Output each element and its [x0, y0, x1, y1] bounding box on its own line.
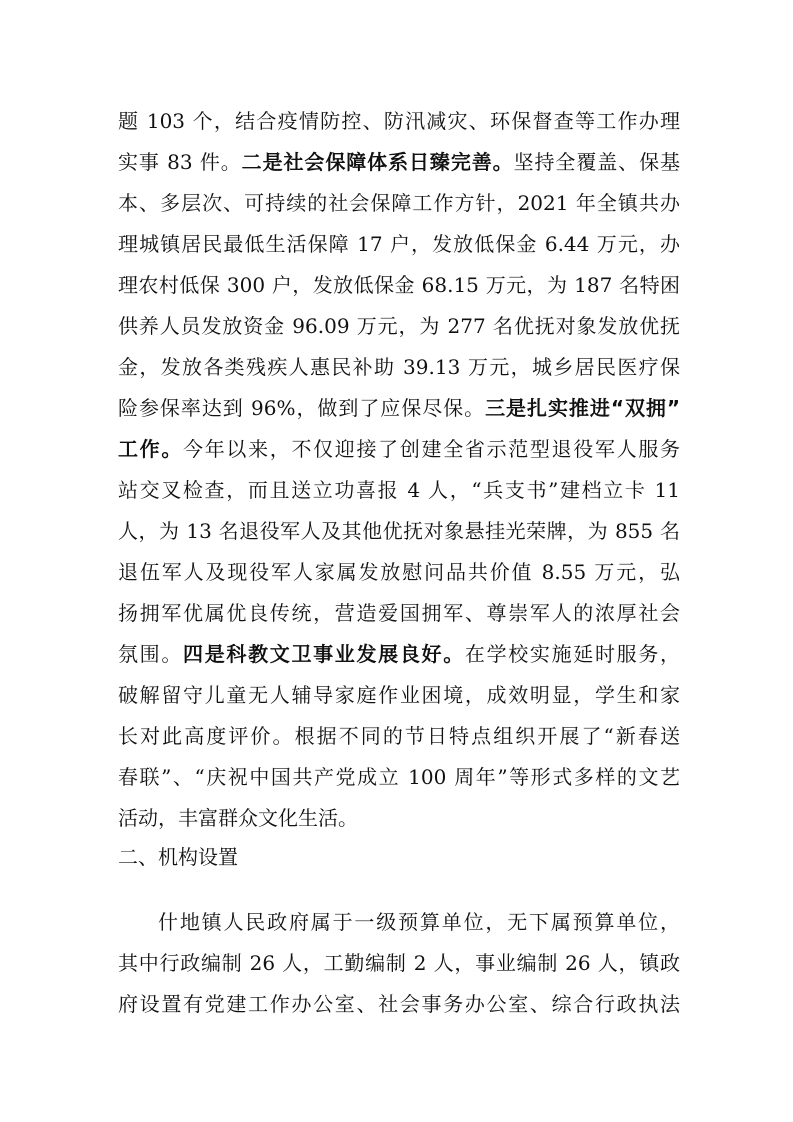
text-span: 险参保率达到 96%，做到了应保尽保。 — [118, 396, 486, 420]
bold-heading-span: 二是社会保障体系日臻完善。 — [241, 150, 514, 174]
text-line — [118, 435, 680, 463]
text-line — [118, 681, 680, 709]
text-line — [118, 949, 680, 977]
text-span: 站交叉检查，而且送立功喜报 4 人，“兵支书”建档立卡 11 — [118, 478, 680, 502]
text-span: 理农村低保 300 户，发放低保金 68.15 万元，为 187 名特困 — [118, 273, 680, 297]
text-span: 人，为 13 名退役军人及其他优抚对象悬挂光荣牌，为 855 名 — [118, 519, 680, 543]
text-span: 春联”、“庆祝中国共产党成立 100 周年”等形式多样的文艺 — [118, 765, 680, 789]
text-line — [118, 189, 680, 217]
text-line — [118, 230, 680, 258]
text-line — [118, 804, 680, 832]
text-line — [118, 722, 680, 750]
text-span: 供养人员发放资金 96.09 万元，为 277 名优抚对象发放优抚 — [118, 314, 680, 338]
bold-heading-span: 工作。 — [118, 437, 184, 461]
text-line — [118, 148, 680, 176]
text-span: 今年以来，不仅迎接了创建全省示范型退役军人服务 — [183, 437, 681, 461]
text-line — [118, 558, 680, 586]
text-span: 活动，丰富群众文化生活。 — [118, 806, 358, 830]
text-line — [158, 908, 680, 936]
text-line — [118, 107, 680, 135]
text-span: 退伍军人及现役军人家属发放慰问品共价值 8.55 万元，弘 — [118, 560, 680, 584]
text-line — [118, 394, 680, 422]
text-span: 题 103 个，结合疫情防控、防汛减灾、环保督查等工作办理 — [118, 109, 680, 133]
bold-heading-span: 四是科教文卫事业发展良好。 — [183, 642, 465, 666]
text-line — [118, 312, 680, 340]
text-span: 什地镇人民政府属于一级预算单位，无下属预算单位， — [158, 910, 680, 934]
text-span: 府设置有党建工作办公室、社会事务办公室、综合行政执法 — [118, 992, 680, 1016]
text-span: 氛围。 — [118, 642, 184, 666]
text-span: 在学校实施延时服务， — [464, 642, 681, 666]
section-heading: 二、机构设置 — [118, 845, 238, 869]
text-line — [118, 476, 680, 504]
text-line — [118, 990, 680, 1018]
text-line — [118, 763, 680, 791]
text-line — [118, 599, 680, 627]
text-line — [118, 517, 680, 545]
text-line — [118, 271, 680, 299]
text-span: 扬拥军优属优良传统，营造爱国拥军、尊崇军人的浓厚社会 — [118, 601, 680, 625]
text-span: 长对此高度评价。根据不同的节日特点组织开展了“新春送 — [118, 724, 680, 748]
text-span: 理城镇居民最低生活保障 17 户，发放低保金 6.44 万元，办 — [118, 232, 680, 256]
text-line — [118, 353, 680, 381]
text-line — [118, 640, 680, 668]
text-span: 其中行政编制 26 人，工勤编制 2 人，事业编制 26 人，镇政 — [118, 951, 680, 975]
bold-heading-span: 三是扎实推进“双拥” — [485, 396, 680, 420]
text-span: 坚持全覆盖、保基 — [513, 150, 681, 174]
text-span: 破解留守儿童无人辅导家庭作业困境，成效明显，学生和家 — [118, 683, 680, 707]
text-span: 金，发放各类残疾人惠民补助 39.13 万元，城乡居民医疗保 — [118, 355, 680, 379]
text-span: 本、多层次、可持续的社会保障工作方针，2021 年全镇共办 — [118, 191, 680, 215]
text-span: 实事 83 件。 — [118, 150, 242, 174]
